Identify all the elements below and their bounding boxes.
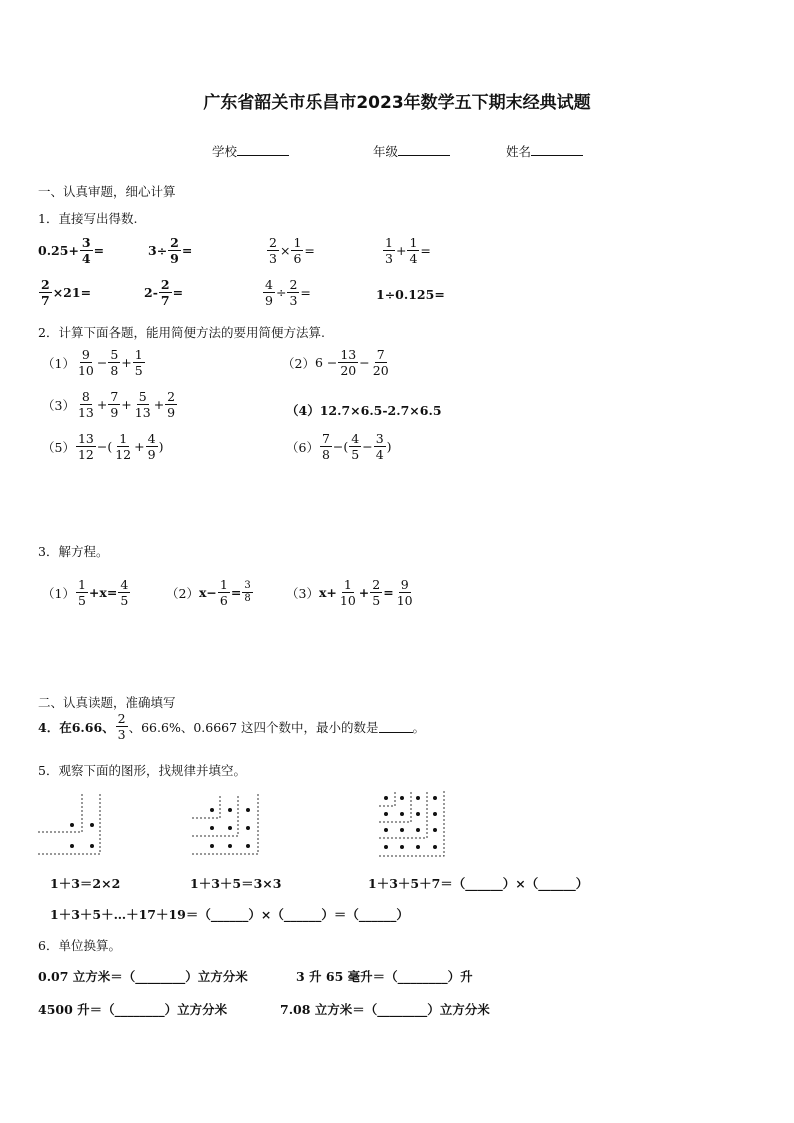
q5-sum-line[interactable]: 1＋3＋5＋…＋17＋19＝（______）×（______）＝（______） <box>50 907 409 922</box>
q1-item-g: $\frac{4}{9}$ ÷ $\frac{2}{3}$ = <box>265 277 311 309</box>
q2-problem-2: （2） 6 − $\frac{13}{20}$ − $\frac{7}{20}$ <box>282 347 389 379</box>
fraction: $\frac{4}{9}$ <box>147 431 156 463</box>
q4: 4．在6.66、 $\frac{2}{3}$ 、66.6%、0.6667 这四个数中，最小的数是 。 <box>38 711 426 743</box>
fraction: $\frac{3}{4}$ <box>81 235 91 267</box>
fraction: $\frac{1}{6}$ <box>219 577 228 609</box>
q6-item-a[interactable]: 0.07 立方米＝（________）立方分米 <box>38 969 248 984</box>
q2-label: 2．计算下面各题，能用简便方法的要用简便方法算. <box>38 325 325 340</box>
name-field <box>506 142 583 160</box>
fraction: $\frac{4}{5}$ <box>120 577 129 609</box>
figure-2-caption: 1＋3＋5＝3×3 <box>190 876 282 891</box>
grade-label: 年级 <box>373 144 399 159</box>
fraction: $\frac{2}{3}$ <box>117 711 126 743</box>
q1-item-e: $\frac{2}{7}$ ×21= <box>41 277 92 309</box>
fraction: $\frac{2}{3}$ <box>269 235 277 267</box>
school-label: 学校 <box>212 144 238 159</box>
fraction: $\frac{8}{13}$ <box>77 389 94 421</box>
q1-item-f: 2- $\frac{2}{7}$ = <box>144 277 184 309</box>
pattern-figure-2 <box>190 792 266 858</box>
fraction: $\frac{9}{10}$ <box>396 577 413 609</box>
q1-item-h: 1÷0.125= <box>376 287 445 302</box>
fraction: $\frac{4}{5}$ <box>351 431 360 463</box>
figure-1-caption: 1＋3＝2×2 <box>50 876 121 891</box>
grade-blank[interactable] <box>398 143 450 156</box>
school-blank[interactable] <box>237 143 289 156</box>
fraction: $\frac{7}{9}$ <box>110 389 119 421</box>
q3-label: 3．解方程。 <box>38 544 109 559</box>
school-field <box>212 142 289 160</box>
q1-item-c: $\frac{2}{3}$ × $\frac{1}{6}$ = <box>269 235 315 267</box>
fraction: $\frac{2}{3}$ <box>289 277 298 309</box>
fraction: $\frac{1}{6}$ <box>293 235 302 267</box>
q6-label: 6．单位换算。 <box>38 938 121 953</box>
q5-label: 5．观察下面的图形，找规律并填空。 <box>38 763 246 778</box>
q1-label: 1．直接写出得数. <box>38 211 138 226</box>
fraction: $\frac{7}{8}$ <box>321 431 330 463</box>
q1-item-d: $\frac{1}{3}$ + $\frac{1}{4}$ = <box>385 235 431 267</box>
fraction: $\frac{1}{5}$ <box>134 347 143 379</box>
q2-problem-4: （4）12.7×6.5-2.7×6.5 <box>286 403 442 418</box>
fraction: $\frac{3}{8}$ <box>244 579 251 605</box>
fraction: $\frac{3}{4}$ <box>375 431 384 463</box>
fraction: $\frac{1}{5}$ <box>77 577 86 609</box>
fraction: $\frac{1}{10}$ <box>339 577 356 609</box>
fraction: $\frac{5}{8}$ <box>110 347 119 379</box>
name-label: 姓名 <box>506 144 532 159</box>
q1-item-a: 0.25+ $\frac{3}{4}$ = <box>38 235 105 267</box>
figure-2-dots <box>210 808 250 848</box>
fraction: $\frac{2}{5}$ <box>372 577 381 609</box>
q2-problem-3: （3） $\frac{8}{13}$ + $\frac{7}{9}$ + $\frac{5}{13}$ + $\frac{2}{9}$ <box>42 389 176 421</box>
q3-equation-3: （3） x+ $\frac{1}{10}$ + $\frac{2}{5}$ = $\frac{9}{10}$ <box>286 577 413 609</box>
fraction: $\frac{13}{20}$ <box>340 347 357 379</box>
q6-item-b[interactable]: 3 升 65 毫升＝（________）升 <box>296 969 473 984</box>
section-2-heading: 二、认真读题，准确填写 <box>38 695 176 710</box>
q6-item-d[interactable]: 7.08 立方米＝（________）立方分米 <box>280 1002 490 1017</box>
fraction: $\frac{7}{20}$ <box>372 347 389 379</box>
fraction: $\frac{2}{9}$ <box>170 235 179 267</box>
page-title: 广东省韶关市乐昌市2023年数学五下期末经典试题 <box>203 93 591 113</box>
fraction: $\frac{5}{13}$ <box>134 389 151 421</box>
q3-equation-1: （1） $\frac{1}{5}$ +x= $\frac{4}{5}$ <box>42 577 129 609</box>
answer-blank[interactable] <box>379 720 413 733</box>
fraction: $\frac{1}{12}$ <box>115 431 132 463</box>
fraction: $\frac{4}{9}$ <box>265 277 273 309</box>
fraction: $\frac{2}{7}$ <box>160 277 170 309</box>
pattern-figure-3 <box>378 790 448 860</box>
q3-equation-2: （2） x− $\frac{1}{6}$ = $\frac{3}{8}$ <box>166 577 251 609</box>
figure-3-caption[interactable]: 1＋3＋5＋7＝（______）×（______） <box>368 876 589 891</box>
grade-field <box>373 142 450 160</box>
q1-item-b: 3÷ $\frac{2}{9}$ = <box>148 235 193 267</box>
q2-problem-5: （5） $\frac{13}{12}$ −( $\frac{1}{12}$ + $\frac{4}{9}$ ) <box>42 431 164 463</box>
fraction: $\frac{2}{9}$ <box>167 389 176 421</box>
q6-item-c[interactable]: 4500 升＝（________）立方分米 <box>38 1002 228 1017</box>
q2-problem-6: （6） $\frac{7}{8}$ −( $\frac{4}{5}$ − $\frac{3}{4}$ ) <box>286 431 392 463</box>
section-1-heading: 一、认真审题，细心计算 <box>38 184 176 199</box>
fraction: $\frac{9}{10}$ <box>77 347 94 379</box>
fraction: $\frac{13}{12}$ <box>77 431 94 463</box>
fraction: $\frac{1}{4}$ <box>409 235 418 267</box>
pattern-figure-1 <box>38 792 108 858</box>
fraction: $\frac{1}{3}$ <box>385 235 393 267</box>
fraction: $\frac{2}{7}$ <box>41 277 50 309</box>
name-blank[interactable] <box>531 143 583 156</box>
q2-problem-1: （1） $\frac{9}{10}$ − $\frac{5}{8}$ + $\frac{1}{5}$ <box>42 347 143 379</box>
